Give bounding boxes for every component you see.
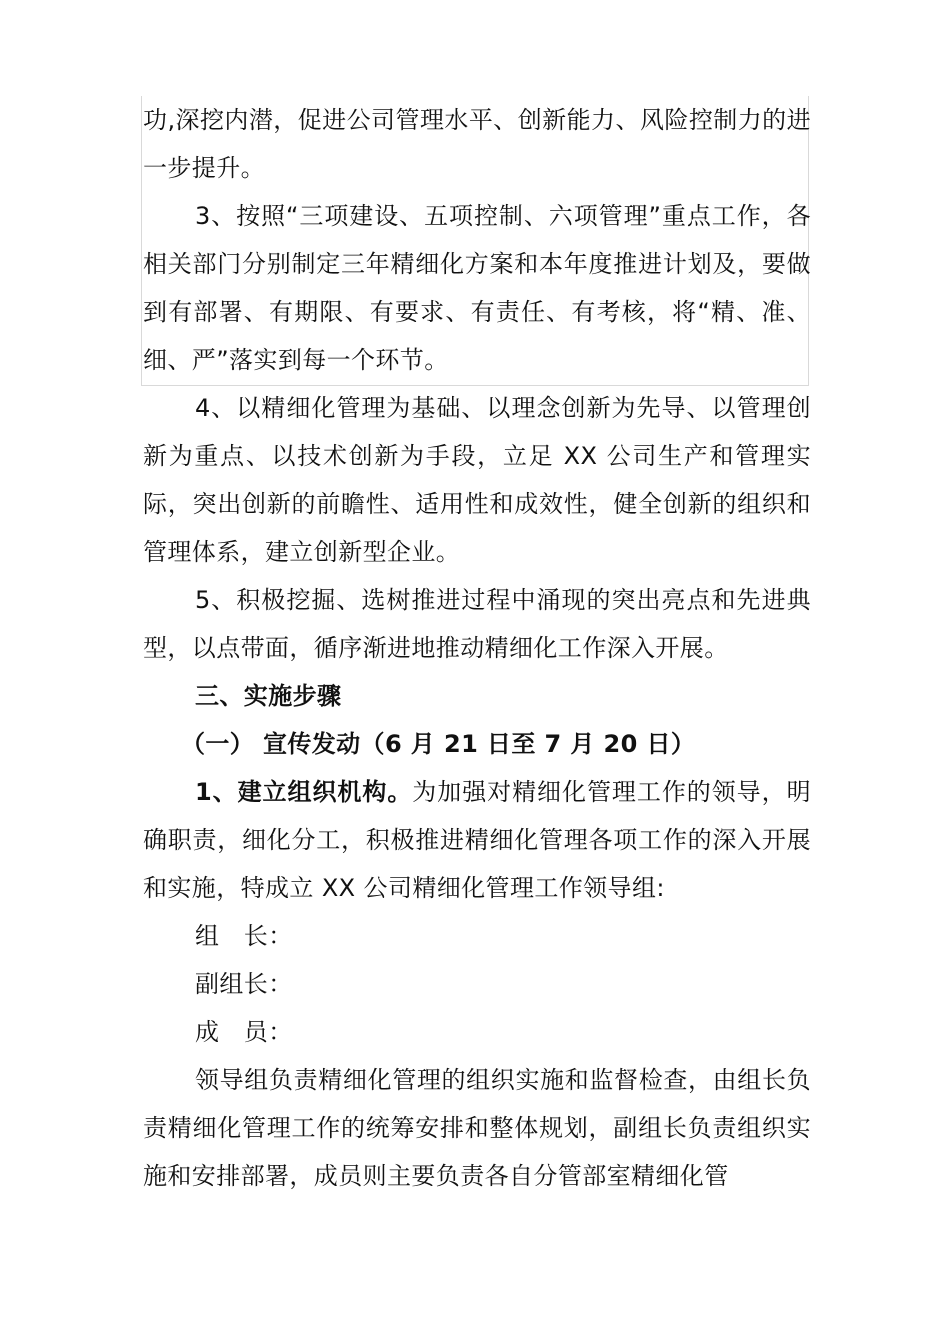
- subsection-heading: （一） 宣传发动（6 月 21 日至 7 月 20 日）: [181, 730, 696, 758]
- section-heading: 三、实施步骤: [195, 682, 342, 710]
- document-page: [143, 96, 811, 1200]
- item-1-text: 为加强对精细化管理工作的领导，明确职责，细化分工，积极推进精细化管理各项工作的深入开展和实施，特成立 XX 公司精细化管理工作领导组:: [143, 778, 811, 902]
- item-1-lead: 1、建立组织机构。: [195, 778, 413, 806]
- role-member: 成 员：: [195, 1018, 293, 1046]
- paragraph-closing: 领导组负责精细化管理的组织实施和监督检查，由组长负责精细化管理工作的统筹安排和整体规划，副组长负责组织实施和安排部署，成员则主要负责各自分管部室精细化管: [143, 1066, 811, 1190]
- paragraph-item-5: 5、积极挖掘、选树推进过程中涌现的突出亮点和先进典型，以点带面，循序渐进地推动精细化工作深入开展。: [143, 586, 811, 662]
- paragraph-item-1: [143, 768, 811, 912]
- paragraph-continuation: 功,深挖内潜，促进公司管理水平、创新能力、风险控制力的进一步提升。: [143, 106, 811, 182]
- role-deputy: 副组长：: [195, 970, 293, 998]
- paragraph-item-4: 4、以精细化管理为基础、以理念创新为先导、以管理创新为重点、以技术创新为手段，立足 XX 公司生产和管理实际，突出创新的前瞻性、适用性和成效性，健全创新的组织和管理体系，建立创新型企业。: [143, 394, 811, 566]
- role-leader: 组 长：: [195, 922, 293, 950]
- paragraph-item-3: 3、按照“三项建设、五项控制、六项管理”重点工作，各相关部门分别制定三年精细化方案和本年度推进计划及，要做到有部署、有期限、有要求、有责任、有考核，将“精、准、细、严”落实到每一个环节。: [143, 202, 811, 374]
